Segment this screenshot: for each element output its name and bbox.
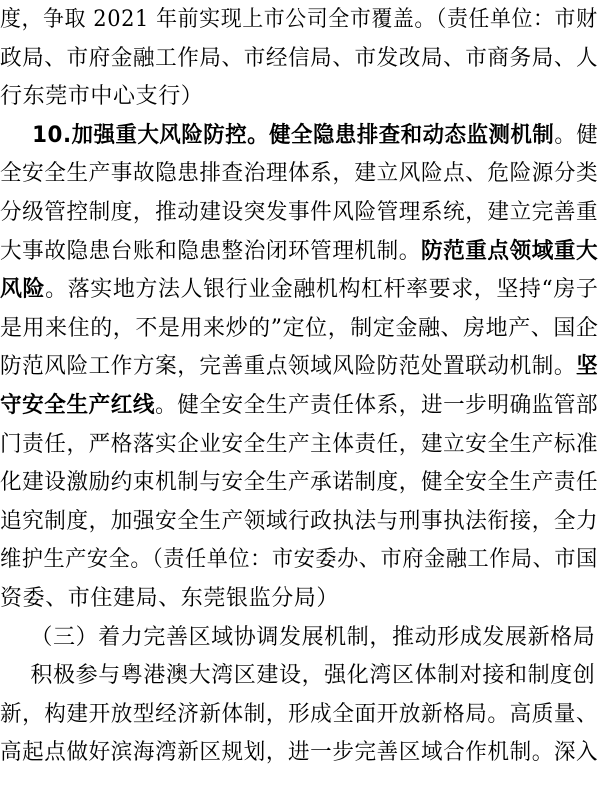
text-segment: 。落实地方法人银行业金融机构杠杆率要求，坚持“房子 [45,277,599,303]
text-segment: 高起点做好滨海湾新区规划，进一步完善区域合作机制。深入 [0,740,599,766]
text-line [0,41,598,72]
bold-text-segment: 防范重点领域重大 [420,238,599,264]
text-segment: 度，争取 2021 年前实现上市公司全市覆盖。（责任单位：市财 [0,7,598,32]
text-segment: （三）着力完善区域协调发展机制，推动形成发展新格局 [0,624,596,650]
text-segment: 分级管控制度，推动建设突发事件风险管理系统，建立完善重 [0,200,599,225]
text-line [0,465,598,496]
text-line [0,581,339,612]
text-line [0,156,598,187]
text-segment: 化建设激励约束机制与安全生产承诺制度，健全安全生产责任 [0,470,599,496]
bold-text-segment: 10.加强重大风险防控。健全隐患排查和动态监测机制 [0,122,555,148]
text-segment: 。健全安全生产责任体系，进一步明确监管部 [155,393,599,418]
text-line [0,118,598,149]
text-segment: 政局、市府金融工作局、市经信局、市发改局、市商务局、人 [0,45,599,71]
text-line [0,542,598,573]
text-segment: 积极参与粤港澳大湾区建设，强化湾区体制对接和制度创 [0,663,596,689]
bold-text-segment: 坚 [576,354,599,380]
text-line [0,2,598,33]
text-line [0,697,598,728]
text-segment: 资委、市住建局、东莞银监分局） [0,586,340,611]
text-line [0,504,598,535]
text-segment: 全安全生产事故隐患排查治理体系，建立风险点、危险源分类 [0,161,599,187]
text-line [0,79,203,110]
text-segment: 大事故隐患台账和隐患整治闭环管理机制。 [0,238,421,264]
text-segment: 是用来住的，不是用来炒的”定位，制定金融、房地产、国企 [0,315,599,341]
text-line [0,735,598,766]
text-segment: 维护生产安全。（责任单位：市安委办、市府金融工作局、市国 [0,547,598,573]
text-line [0,311,598,342]
bold-text-segment: 风险 [0,277,46,303]
text-line [0,658,595,689]
text-segment: 追究制度，加强安全生产领域行政执法与刑事执法衔接，全力 [0,508,599,534]
text-line [0,272,598,303]
text-segment: 防范风险工作方案，完善重点领域风险防范处置联动机制。 [0,354,577,380]
bold-text-segment: 守安全生产红线 [0,393,156,418]
text-segment: 行东莞市中心支行） [0,84,204,110]
text-segment: 新，构建开放型经济新体制，形成全面开放新格局。高质量、 [0,701,599,727]
text-line [0,234,598,265]
text-line [0,427,598,458]
text-line [0,388,598,419]
text-line [0,620,595,651]
text-segment: 门责任，严格落实企业安全生产主体责任，建立安全生产标准 [0,431,599,457]
text-segment: 。健 [554,122,599,148]
text-line [0,195,598,226]
text-line [0,349,598,380]
